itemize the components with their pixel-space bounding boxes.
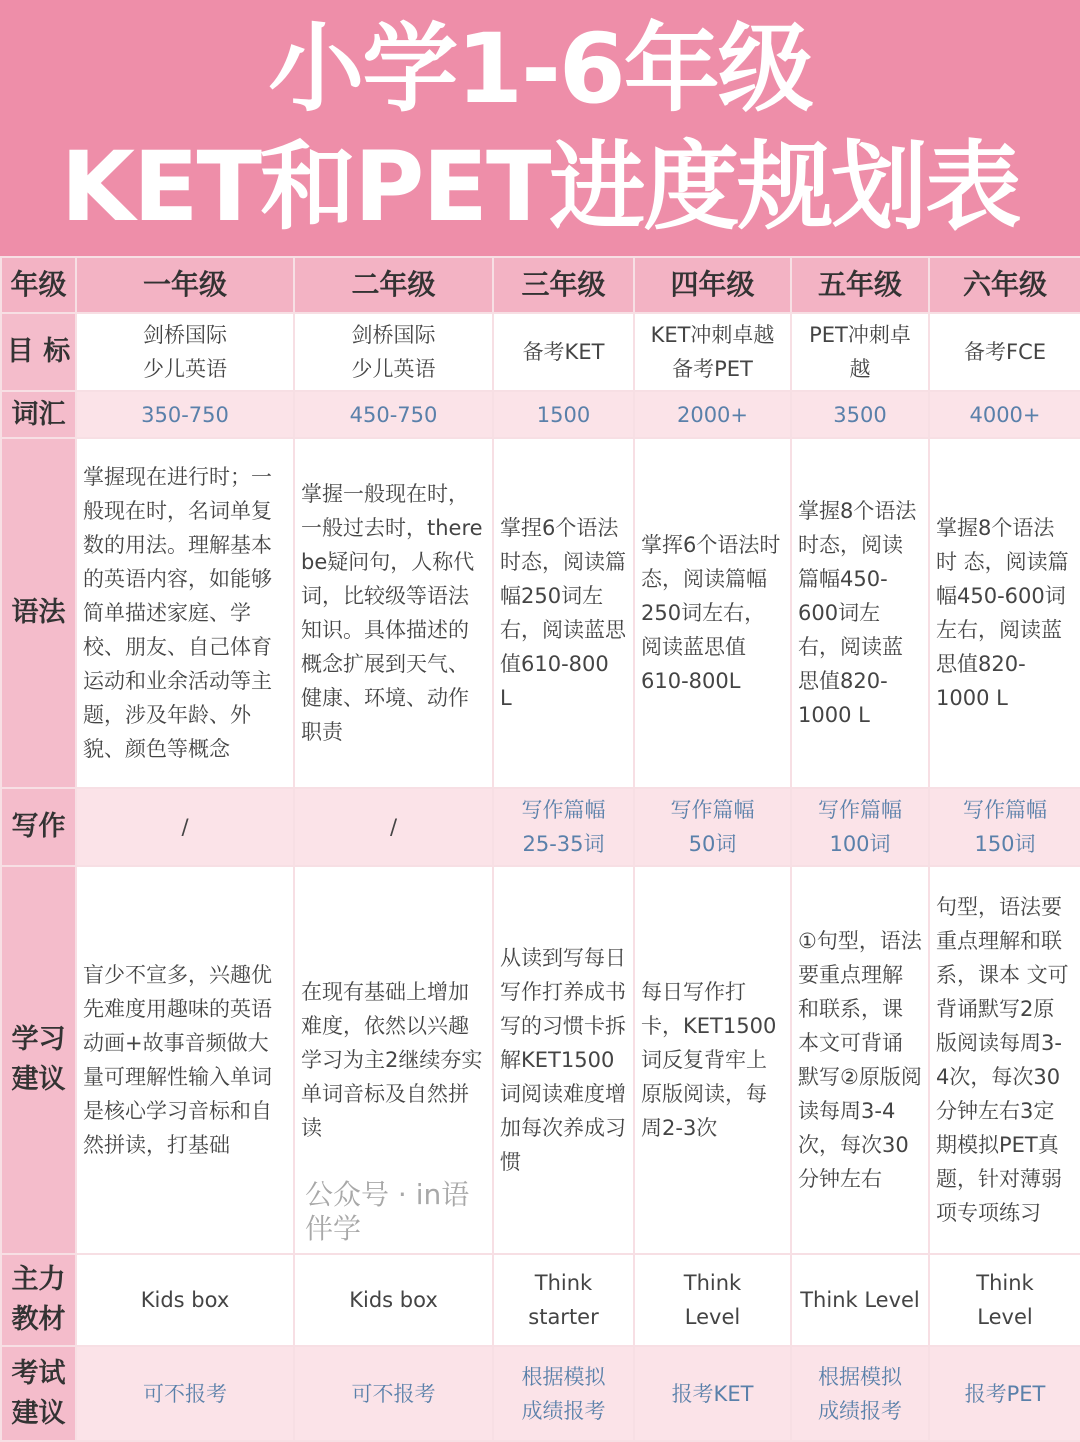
table-cell: Kids box (76, 1254, 294, 1346)
table-cell: 4000+ (929, 391, 1080, 438)
table-cell: 备考KET (493, 313, 634, 391)
table-cell: PET冲刺卓 越 (791, 313, 929, 391)
table-cell: Think Level (634, 1254, 791, 1346)
table-cell: / (294, 788, 493, 866)
table-cell: 掌握8个语法时 态，阅读篇幅450-600词左右，阅读蓝思值820-1000 L (929, 438, 1080, 788)
row-label: 写作 (1, 788, 76, 866)
watermark: 公众号 · in语伴学 (305, 1178, 470, 1245)
table-cell: 在现有基础上增加难度，依然以兴趣学习为主2继续夯实单词音标及自然拼读 (294, 866, 493, 1254)
title-line-2: KET和PET进度规划表 (60, 131, 1020, 243)
row-label: 学习 建议 (1, 866, 76, 1254)
table-cell: 盲少不宣多，兴趣优先难度用趣味的英语动画+故事音频做大量可理解性输入单词是核心学习音标和自然拼读，打基础 (76, 866, 294, 1254)
table-cell: 报考PET (929, 1346, 1080, 1441)
table-cell: 备考FCE (929, 313, 1080, 391)
table-cell: 350-750 (76, 391, 294, 438)
row-textbook (1, 1254, 1080, 1346)
table-cell: 2000+ (634, 391, 791, 438)
row-vocab (1, 391, 1080, 438)
table-cell: 掌握一般现在时，一般过去时，there be疑问句，人称代词，比较级等语法知识。具体描述的概念扩展到天气、健康、环境、动作职责 (294, 438, 493, 788)
table-cell: Think Level (791, 1254, 929, 1346)
row-label: 词汇 (1, 391, 76, 438)
table-cell: 句型，语法要重点理解和联系，课本 文可背诵默写2原版阅读每周3-4次，每次30分钟左右3定期模拟PET真题，针对薄弱项专项练习 (929, 866, 1080, 1254)
table-cell: 写作篇幅 100词 (791, 788, 929, 866)
table-cell: 掌挥6个语法时态，阅读篇幅250词左右，阅读蓝思值610-800L (634, 438, 791, 788)
header-cell: 六年级 (929, 257, 1080, 313)
table-cell: 可不报考 (294, 1346, 493, 1441)
table-cell: / (76, 788, 294, 866)
header-cell: 五年级 (791, 257, 929, 313)
table-cell: Think starter (493, 1254, 634, 1346)
table-cell: 报考KET (634, 1346, 791, 1441)
page-title (0, 0, 1080, 256)
table-cell: 掌握现在进行时；一般现在时，名词单复数的用法。理解基本的英语内容，如能够简单描述家庭、学校、朋友、自己体育运动和业余活动等主题，涉及年龄、外貌、颜色等概念 (76, 438, 294, 788)
header-cell: 一年级 (76, 257, 294, 313)
header-cell: 三年级 (493, 257, 634, 313)
table-cell: 每日写作打卡，KET1500词反复背牢上原版阅读，每周2-3次 (634, 866, 791, 1254)
row-grammar (1, 438, 1080, 788)
row-label: 语法 (1, 438, 76, 788)
table-cell: 写作篇幅 50词 (634, 788, 791, 866)
table-cell: Kids box (294, 1254, 493, 1346)
table-cell: Think Level (929, 1254, 1080, 1346)
table-cell: 3500 (791, 391, 929, 438)
row-label: 主力 教材 (1, 1254, 76, 1346)
row-exam (1, 1346, 1080, 1441)
row-label: 目 标 (1, 313, 76, 391)
header-cell: 四年级 (634, 257, 791, 313)
table-cell: 写作篇幅 25-35词 (493, 788, 634, 866)
table-cell: 写作篇幅 150词 (929, 788, 1080, 866)
header-cell: 二年级 (294, 257, 493, 313)
table-cell: 可不报考 (76, 1346, 294, 1441)
table-cell: 450-750 (294, 391, 493, 438)
table-cell: 掌握8个语法时态，阅读篇幅450-600词左右，阅读蓝思值820-1000 L (791, 438, 929, 788)
table-cell: 根据模拟 成绩报考 (791, 1346, 929, 1441)
title-line-1: 小学1-6年级 (268, 13, 812, 125)
table-cell: KET冲刺卓越 备考PET (634, 313, 791, 391)
table-cell: ①句型，语法要重点理解和联系，课本文可背诵默写②原版阅读每周3-4次，每次30分钟左右 (791, 866, 929, 1254)
header-row (1, 257, 1080, 313)
header-cell: 年级 (1, 257, 76, 313)
row-writing (1, 788, 1080, 866)
row-study (1, 866, 1080, 1254)
table-cell: 根据模拟 成绩报考 (493, 1346, 634, 1441)
plan-table (0, 256, 1080, 1442)
table-cell: 剑桥国际 少儿英语 (294, 313, 493, 391)
table-cell: 从读到写每日写作打养成书写的习惯卡拆解KET1500词阅读难度增加每次养成习惯 (493, 866, 634, 1254)
row-target (1, 313, 1080, 391)
table-cell: 剑桥国际 少儿英语 (76, 313, 294, 391)
table-cell: 掌捏6个语法时态，阅读篇幅250词左右，阅读蓝思值610-800 L (493, 438, 634, 788)
row-label: 考试 建议 (1, 1346, 76, 1441)
table-cell: 1500 (493, 391, 634, 438)
